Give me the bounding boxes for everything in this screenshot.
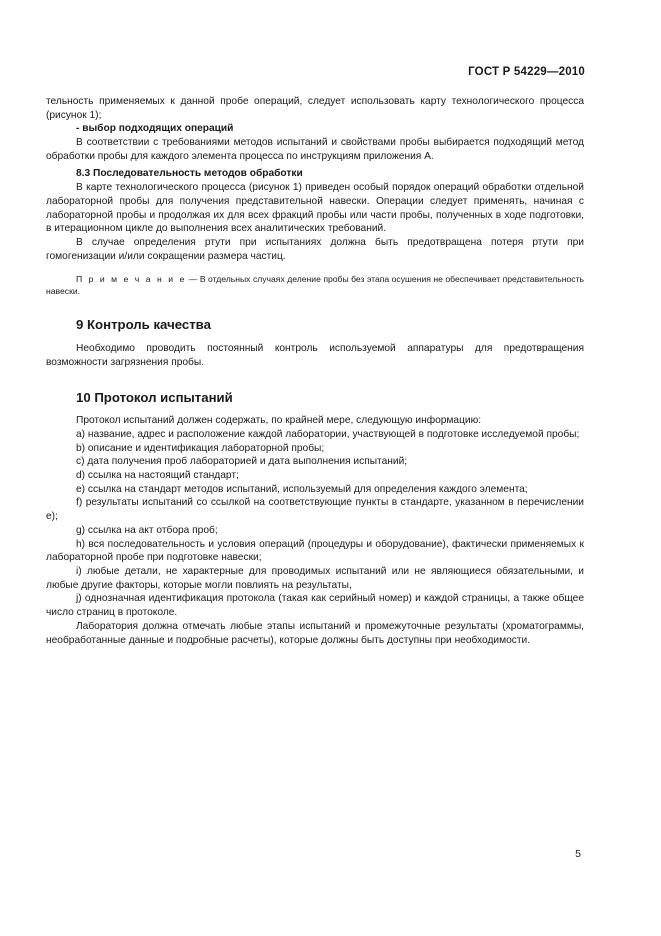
- list-item-j: j) однозначная идентификация протокола (такая как серийный номер) и каждой страницы, а также общее число страниц в протоколе.: [46, 593, 584, 619]
- document-code-header: ГОСТ Р 54229—2010: [468, 66, 585, 78]
- list-item-i: i) любые детали, не характерные для проводимых испытаний или не являющиеся обязательными, и любые другие факторы, которые могли повлиять на результаты,: [46, 565, 584, 591]
- list-item-f: f) результаты испытаний со ссылкой на соответствующие пункты в стандарте, указанном в перечислении e);: [46, 497, 584, 523]
- paragraph-mercury: В случае определения ртути при испытаниях должна быть предотвращена потеря ртути при гомогенизации и/или сокращении размера частиц.: [46, 237, 584, 262]
- section-heading-9: 9 Контроль качества: [76, 317, 211, 333]
- note-label: П р и м е ч а н и е: [76, 274, 187, 285]
- note: [46, 273, 584, 297]
- section-heading-8-3: 8.3 Последовательность методов обработки: [76, 167, 303, 179]
- list-item-c: c) дата получения проб лабораторией и дата выполнения испытаний;: [76, 456, 408, 468]
- document-body: [46, 95, 584, 647]
- list-item-e: e) ссылка на стандарт методов испытаний, используемый для определения каждого элемента;: [76, 483, 528, 495]
- section-heading-10: 10 Протокол испытаний: [76, 389, 233, 405]
- paragraph-process-map: В карте технологического процесса (рисунок 1) приведен особый порядок операций обработки отдельной лабораторной пробы для получения представительной навески. Операции следует применять, начиная с лабораторной пробы и продолжая их для всех фракций пробы или части пробы, полученных в ходе подготовки, в итерационном цикле до выполнения всех аналитических требований.: [46, 182, 584, 235]
- bullet-select-operations: - выбор подходящих операций: [76, 123, 234, 135]
- list-item-b: b) описание и идентификация лабораторной пробы;: [76, 442, 325, 454]
- paragraph-continuation: тельность применяемых к данной пробе операций, следует использовать карту технологического процесса (рисунок 1);: [46, 96, 584, 121]
- page-number: 5: [575, 848, 581, 860]
- paragraph-laboratory-records: Лаборатория должна отмечать любые этапы испытаний и промежуточные результаты (хроматограммы, необработанные данные и подробные расчеты), которые должны быть доступны при необходимости.: [46, 620, 584, 646]
- list-item-h: h) вся последовательность и условия операций (процедуры и оборудование), фактически применяемых к лабораторной пробе при подготовке навески;: [46, 538, 584, 564]
- paragraph-method-selection: В соответствии с требованиями методов испытаний и свойствами пробы выбирается подходящий метод обработки пробы для каждого элемента процесса по инструкциям приложения А.: [46, 137, 584, 162]
- list-item-d: d) ссылка на настоящий стандарт;: [76, 470, 239, 482]
- list-item-a: a) название, адрес и расположение каждой лаборатории, участвующей в подготовке исследуемой пробы;: [76, 428, 580, 440]
- list-item-g: g) ссылка на акт отбора проб;: [76, 524, 218, 536]
- note-text: — В отдельных случаях деление пробы без этапа осушения не обеспечивает представительность навески.: [46, 274, 585, 297]
- paragraph-report-intro: Протокол испытаний должен содержать, по крайней мере, следующую информацию:: [76, 415, 482, 427]
- paragraph-quality-control: Необходимо проводить постоянный контроль используемой аппаратуры для предотвращения возможности загрязнения пробы.: [46, 343, 584, 368]
